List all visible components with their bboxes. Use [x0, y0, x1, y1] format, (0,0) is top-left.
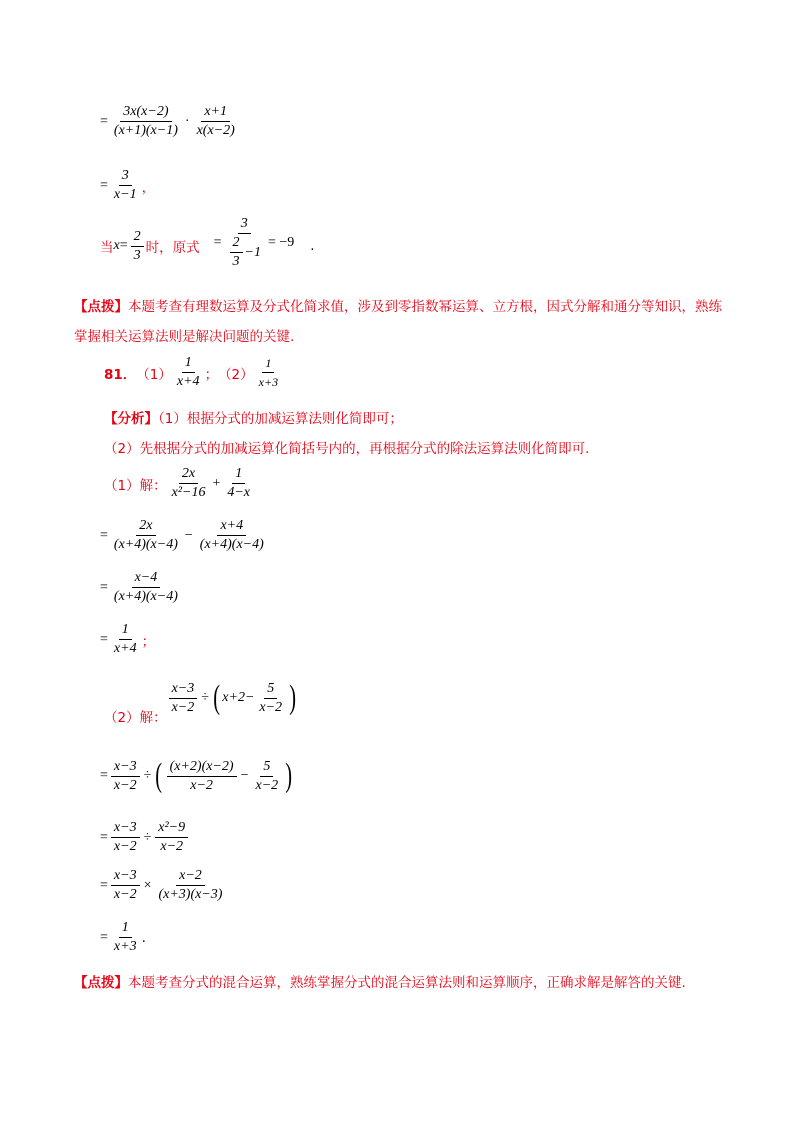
solution-2-line-5: = $\frac{1}{x+3}$ . — [100, 920, 146, 954]
fraction: $\frac{x-3}{x-2}$ — [169, 681, 198, 716]
step-line-2: = $\frac{3}{x-1}$ ， — [100, 168, 156, 202]
fraction: $\frac{x+1}{x(x-2)}$ — [196, 104, 235, 138]
fraction: $\frac{5}{x-2}$ — [259, 680, 283, 715]
fraction: $\frac{2}{3}$ — [131, 229, 144, 264]
fraction: $\frac{x-3}{x-2}$ — [111, 759, 140, 794]
fraction: $\frac{3}{x-1}$ — [113, 168, 137, 202]
solution-2-line-4: = $\frac{x-3}{x-2}$ × $\frac{x-2}{(x+3)(x-3)}$ — [100, 868, 227, 903]
solution-2-line-3: = $\frac{x-3}{x-2}$ ÷ $\frac{\text{x²−9}}{x-2}$ — [100, 820, 190, 855]
fraction: $\frac{\text{x²−9}}{x-2}$ — [155, 820, 188, 855]
fraction: $\frac{5}{x-2}$ — [255, 758, 279, 793]
question-81-answer: 81． （1） $\frac{1}{x+4}$ ； （2） $\frac{1}{x+3}$ — [104, 355, 283, 390]
fraction: $\frac{2}{3}$ — [230, 235, 243, 270]
fraction: $\frac{3x(x-2)}{(x+1)(x-1)}$ — [113, 104, 178, 138]
fraction: $\frac{2x}{(x+4)(x-4)}$ — [113, 518, 178, 552]
solution-1-line-2: = $\frac{2x}{(x+4)(x-4)}$ − $\frac{x+4}{(x+4)(x-4)}$ — [100, 518, 269, 553]
note-paragraph-2: 【点拨】本题考查分式的混合运算，熟练掌握分式的混合运算法则和运算顺序，正确求解是解答的关键. — [74, 975, 686, 991]
fraction: $\frac{x+4}{(x+4)(x-4)}$ — [199, 518, 264, 552]
fraction: $\frac{x-3}{x-2}$ — [111, 868, 140, 903]
note-paragraph-1: 【点拨】本题考查有理数运算及分式化简求值，涉及到零指数幂运算、立方根，因式分解和通分等知识，熟练掌握相关运算法则是解决问题的关键. — [74, 299, 722, 345]
fraction: $\frac{x-4}{(x+4)(x-4)}$ — [113, 570, 178, 604]
fraction: $\frac{x-2}{(x+3)(x-3)}$ — [158, 868, 223, 902]
step-line-1: = $\frac{3x(x-2)}{(x+1)(x-1)}$ · $\frac{x+1}{x(x-2)}$ — [100, 104, 240, 139]
fraction: $\frac{x-3}{x-2}$ — [111, 820, 140, 855]
fraction: $\frac{2x}{\text{x²−16}}$ — [171, 466, 206, 500]
solution-1-line-1: （1）解： $\frac{2x}{\text{x²−16}}$ + $\frac{1}{4-x}$ — [104, 466, 255, 501]
solution-2-line-1: （2）解： $\frac{x-3}{x-2}$ ÷ ( x+2− $\frac{5}{x-2}$ ) — [104, 679, 297, 726]
fraction: $\frac{1}{x+4}$ — [176, 355, 200, 389]
analysis-line-2: （2）先根据分式的加减运算化简括号内的，再根据分式的除法运算法则化简即可. — [104, 441, 590, 457]
analysis-line-1: 【分析】（1）根据分式的加减运算法则化简即可； — [104, 411, 403, 427]
solution-1-line-4: = $\frac{1}{x+4}$ ； — [100, 622, 156, 656]
fraction: $\frac{1}{x+4}$ — [113, 622, 137, 656]
evaluate-line: 当 x = $\frac{2}{3}$ 时，原式 = 3 $\frac{2}{3}$ −1 = −9 . — [100, 216, 315, 269]
solution-1-line-3: = $\frac{x-4}{(x+4)(x-4)}$ — [100, 570, 183, 605]
result-expression: = 3 $\frac{2}{3}$ −1 = −9 — [213, 216, 295, 269]
fraction: $\frac{1}{x+3}$ — [258, 356, 279, 389]
solution-2-line-2: = $\frac{x-3}{x-2}$ ÷ ( $\frac{(x+2)(x-2)}{x-2}$ − $\frac{5}{x-2}$ ) — [100, 757, 293, 794]
fraction: $\frac{(x+2)(x-2)}{x-2}$ — [167, 759, 237, 794]
fraction: $\frac{1}{x+3}$ — [113, 920, 137, 954]
fraction: 3 $\frac{2}{3}$ −1 — [225, 216, 264, 270]
fraction: $\frac{1}{4-x}$ — [227, 466, 251, 500]
